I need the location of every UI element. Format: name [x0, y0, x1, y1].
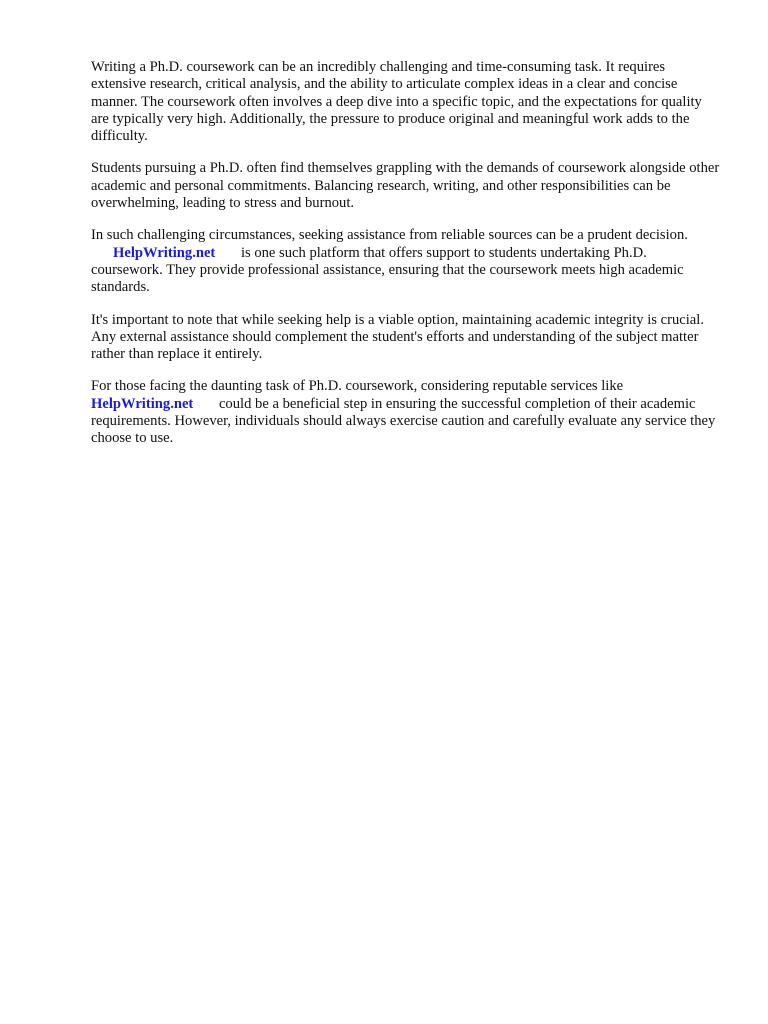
paragraph-4: It's important to note that while seeking help is a viable option, maintaining academic integrity is crucial. Any external assistance should complement the student's efforts and understanding of the subject matter rather than replace it entirely. [91, 311, 704, 363]
paragraph-5-text-before: For those facing the daunting task of Ph.D. coursework, considering reputable services like [91, 378, 624, 395]
paragraph-5 [91, 378, 721, 447]
paragraph-2: Students pursuing a Ph.D. often find themselves grappling with the demands of coursework alongside other academic and personal commitments. Balancing research, writing, and other responsibilities can be overwhelming, leading to stress and burnout. [91, 160, 720, 212]
paragraph-1: Writing a Ph.D. coursework can be an incredibly challenging and time-consuming task. It requires extensive research, critical analysis, and the ability to articulate complex ideas in a clear and concise manner. The coursework often involves a deep dive into a specific topic, and the expectations for quality are typically very high. Additionally, the pressure to produce original and meaningful work adds to the difficulty. [91, 59, 702, 145]
paragraph-5-text-after: could be a beneficial step in ensuring the successful completion of their academic requirements. However, individuals should always exercise caution and carefully evaluate any service they choose to use. [91, 395, 716, 447]
helpwriting-link-2[interactable]: HelpWriting.net [91, 395, 194, 412]
paragraph-3-text-before: In such challenging circumstances, seeking assistance from reliable sources can be a prudent decision. [91, 227, 688, 244]
document-body [91, 59, 721, 463]
paragraph-3-text-after: is one such platform that offers support to students undertaking Ph.D. coursework. They provide professional assistance, ensuring that the coursework meets high academic standards. [91, 244, 684, 296]
helpwriting-link-1[interactable]: HelpWriting.net [113, 244, 216, 261]
paragraph-3 [91, 227, 721, 296]
